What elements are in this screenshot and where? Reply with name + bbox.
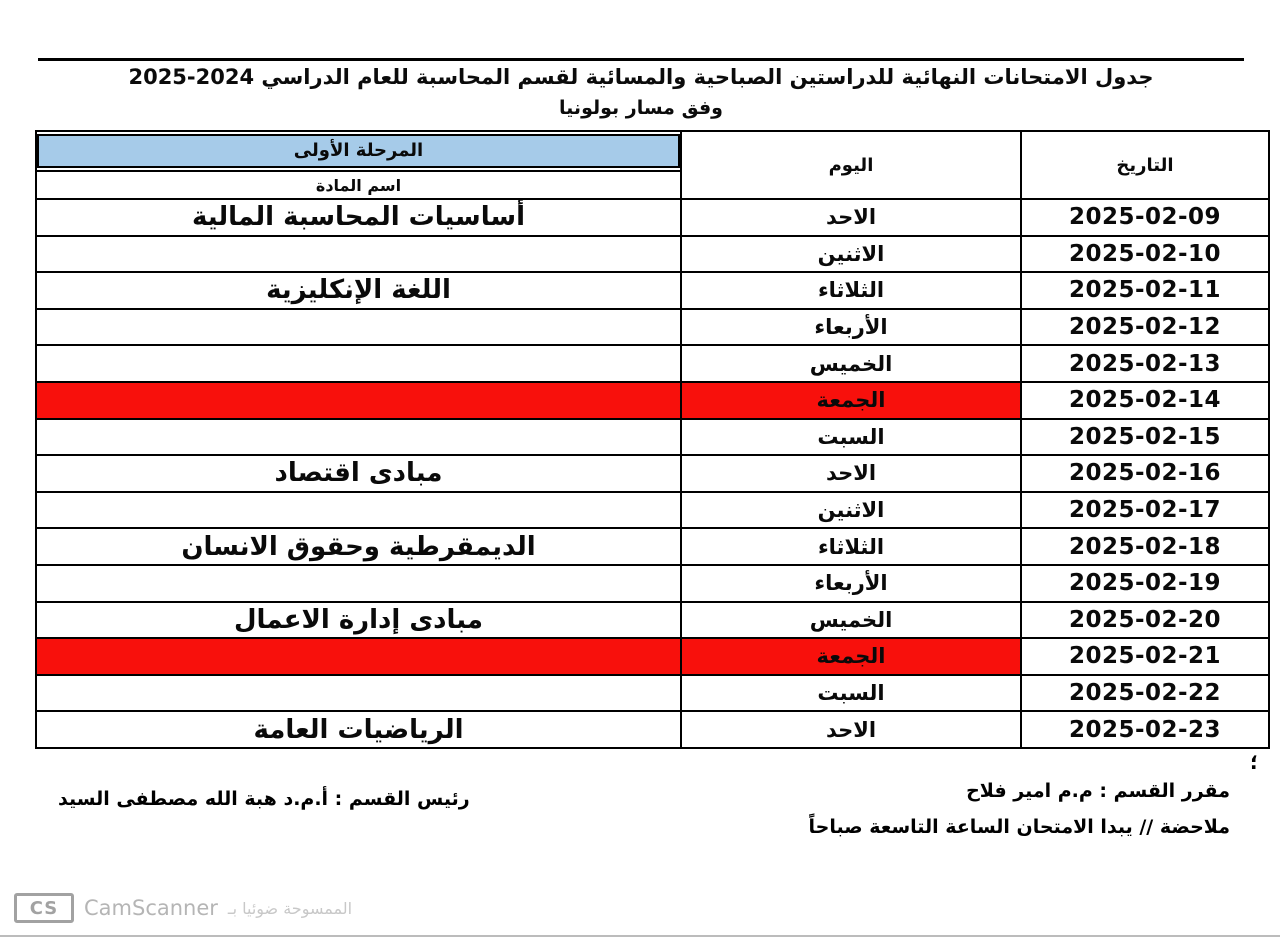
subject-cell (36, 309, 681, 346)
subject-cell: أساسيات المحاسبة المالية (36, 199, 681, 236)
subject-cell: الرياضيات العامة (36, 711, 681, 748)
table-row (36, 419, 1269, 456)
date-cell: 2025-02-21 (1021, 638, 1269, 675)
date-cell: 2025-02-13 (1021, 345, 1269, 382)
day-cell: الأربعاء (681, 309, 1021, 346)
bottom-divider-rule (0, 935, 1280, 937)
date-cell: 2025-02-12 (1021, 309, 1269, 346)
date-cell: 2025-02-17 (1021, 492, 1269, 529)
subject-cell (36, 419, 681, 456)
day-cell: السبت (681, 419, 1021, 456)
table-row (36, 528, 1269, 565)
date-cell: 2025-02-16 (1021, 455, 1269, 492)
table-header (36, 131, 1269, 199)
day-cell: الثلاثاء (681, 528, 1021, 565)
date-cell: 2025-02-23 (1021, 711, 1269, 748)
date-column-header: التاريخ (1021, 131, 1269, 199)
stage-header-cell (36, 131, 681, 171)
table-row (36, 455, 1269, 492)
exam-schedule-table (35, 130, 1270, 749)
header-row-stage (36, 131, 1269, 171)
day-cell: الخميس (681, 345, 1021, 382)
date-cell: 2025-02-22 (1021, 675, 1269, 712)
table-row-friday (36, 638, 1269, 675)
subject-cell (36, 675, 681, 712)
table-row (36, 236, 1269, 273)
table-row (36, 565, 1269, 602)
subject-cell (36, 565, 681, 602)
day-cell: الاحد (681, 455, 1021, 492)
title-top-rule (38, 58, 1244, 61)
day-cell: الجمعة (681, 638, 1021, 675)
day-cell: الأربعاء (681, 565, 1021, 602)
document-subtitle: وفق مسار بولونيا (559, 97, 723, 119)
table-row (36, 492, 1269, 529)
table-body (36, 199, 1269, 748)
footer-punctuation-mark: ؛ (1250, 750, 1258, 774)
day-cell: الجمعة (681, 382, 1021, 419)
subject-cell: مبادى إدارة الاعمال (36, 602, 681, 639)
department-head-line: رئيس القسم : أ.م.د هبة الله مصطفى السيد (58, 788, 470, 810)
subject-cell (36, 345, 681, 382)
date-cell: 2025-02-11 (1021, 272, 1269, 309)
date-cell: 2025-02-10 (1021, 236, 1269, 273)
subject-cell (36, 492, 681, 529)
date-cell: 2025-02-20 (1021, 602, 1269, 639)
table-row (36, 199, 1269, 236)
subject-cell (36, 638, 681, 675)
table-row (36, 602, 1269, 639)
stage-header-label: المرحلة الأولى (37, 134, 680, 168)
day-cell: الاثنين (681, 236, 1021, 273)
date-cell: 2025-02-19 (1021, 565, 1269, 602)
day-cell: السبت (681, 675, 1021, 712)
subject-column-header: اسم المادة (36, 171, 681, 199)
day-cell: الثلاثاء (681, 272, 1021, 309)
day-cell: الاحد (681, 711, 1021, 748)
subject-cell: مبادى اقتصاد (36, 455, 681, 492)
table-row (36, 711, 1269, 748)
exam-time-note: ملاحضة // يبدا الامتحان الساعة التاسعة صباحاً (808, 816, 1230, 838)
day-cell: الاثنين (681, 492, 1021, 529)
table-row (36, 345, 1269, 382)
camscanner-brand-text: CamScanner (84, 896, 218, 920)
date-cell: 2025-02-09 (1021, 199, 1269, 236)
subject-cell: الديمقرطية وحقوق الانسان (36, 528, 681, 565)
day-column-header: اليوم (681, 131, 1021, 199)
table-row (36, 675, 1269, 712)
day-cell: الخميس (681, 602, 1021, 639)
camscanner-watermark (14, 893, 352, 923)
date-cell: 2025-02-15 (1021, 419, 1269, 456)
subject-cell (36, 236, 681, 273)
table-row (36, 272, 1269, 309)
camscanner-logo-icon: CS (14, 893, 74, 923)
date-cell: 2025-02-18 (1021, 528, 1269, 565)
subject-cell: اللغة الإنكليزية (36, 272, 681, 309)
subject-cell (36, 382, 681, 419)
date-cell: 2025-02-14 (1021, 382, 1269, 419)
scanned-with-text: الممسوحة ضوئيا بـ (227, 898, 353, 918)
department-coordinator-line: مقرر القسم : م.م امير فلاح (966, 780, 1230, 802)
day-cell: الاحد (681, 199, 1021, 236)
document-title: جدول الامتحانات النهائية للدراستين الصباحية والمسائية لقسم المحاسبة للعام الدراسي 2024‏-‏2025 (128, 65, 1154, 89)
table-row-friday (36, 382, 1269, 419)
table-row (36, 309, 1269, 346)
